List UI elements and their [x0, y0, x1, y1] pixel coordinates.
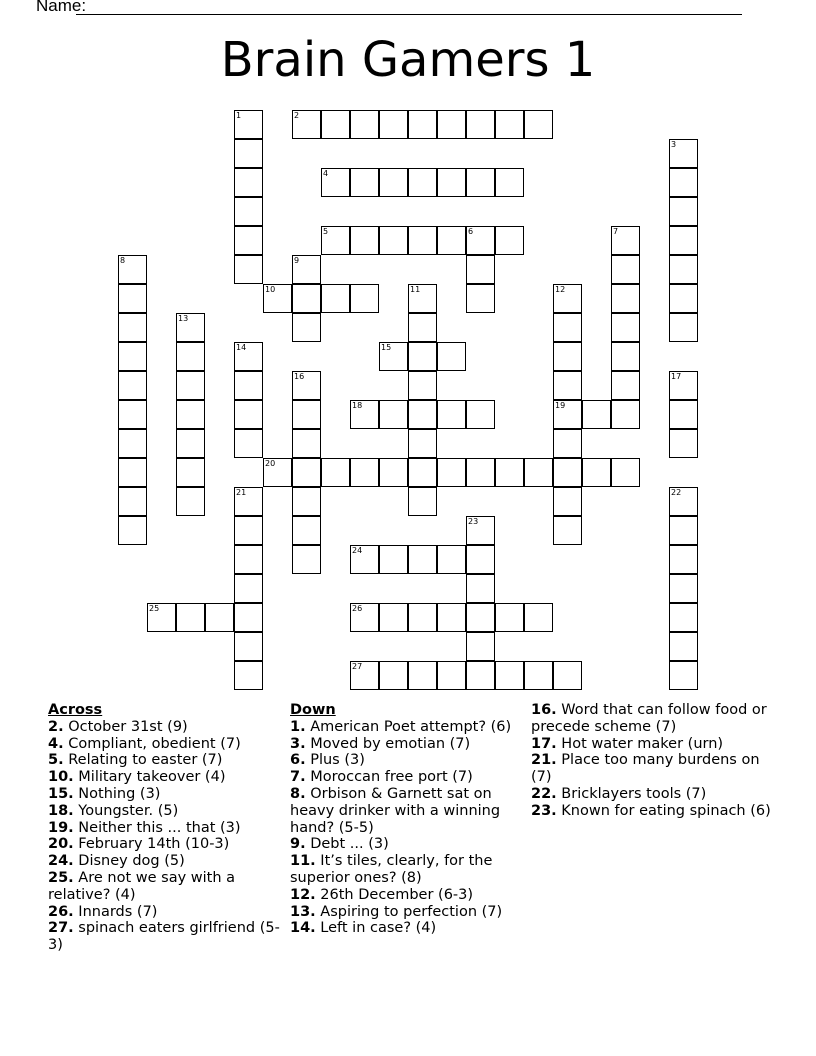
clue-item — [290, 736, 525, 753]
grid-cell[interactable] — [669, 168, 698, 197]
grid-cell[interactable] — [118, 516, 147, 545]
grid-cell[interactable] — [408, 400, 437, 429]
grid-cell[interactable] — [437, 545, 466, 574]
cell-number: 25 — [149, 604, 160, 613]
clue-item — [531, 736, 771, 753]
grid-cell[interactable] — [553, 313, 582, 342]
grid-cell[interactable] — [379, 226, 408, 255]
grid-cell[interactable] — [292, 371, 321, 400]
grid-cell[interactable] — [379, 168, 408, 197]
clue-item — [290, 853, 525, 887]
grid-cell[interactable] — [582, 458, 611, 487]
grid-cell[interactable] — [379, 400, 408, 429]
grid-cell[interactable] — [466, 661, 495, 690]
grid-cell[interactable] — [408, 371, 437, 400]
clue-text: Neither this ... that (3) — [78, 819, 241, 836]
clue-number: 7. — [290, 769, 306, 786]
grid-cell[interactable] — [176, 429, 205, 458]
cell-number: 15 — [381, 343, 392, 352]
clue-item — [290, 836, 525, 853]
clue-item — [48, 769, 283, 786]
grid-cell[interactable] — [669, 487, 698, 516]
grid-cell[interactable] — [669, 197, 698, 226]
clue-text: Orbison & Garnett sat on heavy drinker with a winning hand? (5-5) — [290, 785, 501, 836]
grid-cell[interactable] — [176, 400, 205, 429]
cell-number: 16 — [294, 372, 305, 381]
grid-cell[interactable] — [321, 458, 350, 487]
down-heading: Down — [290, 702, 336, 718]
grid-cell[interactable] — [466, 458, 495, 487]
clue-number: 17. — [531, 735, 557, 752]
grid-cell[interactable] — [292, 313, 321, 342]
clue-text: American Poet attempt? (6) — [310, 718, 512, 735]
clue-number: 5. — [48, 752, 64, 769]
cell-number: 11 — [410, 285, 421, 294]
cell-number: 21 — [236, 488, 247, 497]
clue-text: Aspiring to perfection (7) — [320, 903, 503, 920]
clue-number: 6. — [290, 752, 306, 769]
grid-cell[interactable] — [118, 342, 147, 371]
grid-cell[interactable] — [466, 516, 495, 545]
grid-cell[interactable] — [466, 400, 495, 429]
grid-cell[interactable] — [292, 516, 321, 545]
clue-text: Bricklayers tools (7) — [561, 785, 707, 802]
cell-number: 13 — [178, 314, 189, 323]
grid-cell[interactable] — [553, 458, 582, 487]
grid-cell[interactable] — [379, 458, 408, 487]
clue-item — [290, 920, 525, 937]
clue-number: 8. — [290, 785, 306, 802]
clue-item — [290, 719, 525, 736]
grid-cell[interactable] — [553, 661, 582, 690]
grid-cell[interactable] — [147, 603, 176, 632]
grid-cell[interactable] — [234, 661, 263, 690]
grid-cell[interactable] — [321, 168, 350, 197]
clue-text: Place too many burdens on (7) — [531, 752, 760, 786]
clue-text: Youngster. (5) — [78, 802, 179, 819]
grid-cell[interactable] — [437, 400, 466, 429]
clue-text: It’s tiles, clearly, for the superior ones? (8) — [290, 853, 493, 886]
grid-cell[interactable] — [408, 226, 437, 255]
cell-number: 17 — [671, 372, 682, 381]
grid-cell[interactable] — [408, 168, 437, 197]
clue-text: Moved by emotian (7) — [310, 735, 471, 752]
grid-cell[interactable] — [611, 226, 640, 255]
cell-number: 22 — [671, 488, 682, 497]
grid-cell[interactable] — [408, 110, 437, 139]
grid-cell[interactable] — [466, 574, 495, 603]
clue-number: 3. — [290, 735, 306, 752]
clue-number: 2. — [48, 718, 64, 735]
grid-cell[interactable] — [408, 545, 437, 574]
grid-cell[interactable] — [118, 487, 147, 516]
clue-number: 1. — [290, 718, 306, 735]
cell-number: 10 — [265, 285, 276, 294]
grid-cell[interactable] — [611, 284, 640, 313]
clue-text: October 31st (9) — [68, 718, 188, 735]
grid-cell[interactable] — [437, 110, 466, 139]
grid-cell[interactable] — [669, 516, 698, 545]
clue-item — [48, 904, 283, 921]
grid-cell[interactable] — [553, 429, 582, 458]
down-clues-continued — [531, 702, 771, 820]
clue-number: 25. — [48, 869, 74, 886]
grid-cell[interactable] — [437, 168, 466, 197]
grid-cell[interactable] — [350, 284, 379, 313]
clue-text: Innards (7) — [78, 903, 158, 920]
grid-cell[interactable] — [263, 284, 292, 313]
clue-text: Debt ... (3) — [310, 836, 389, 853]
grid-cell[interactable] — [669, 284, 698, 313]
grid-cell[interactable] — [379, 342, 408, 371]
grid-cell[interactable] — [408, 487, 437, 516]
cell-number: 18 — [352, 401, 363, 410]
clue-text: Moroccan free port (7) — [310, 769, 473, 786]
cell-number: 12 — [555, 285, 566, 294]
grid-cell[interactable] — [669, 371, 698, 400]
grid-cell[interactable] — [234, 574, 263, 603]
clue-text: Disney dog (5) — [78, 853, 185, 870]
grid-cell[interactable] — [524, 110, 553, 139]
grid-cell[interactable] — [408, 342, 437, 371]
grid-cell[interactable] — [553, 342, 582, 371]
grid-cell[interactable] — [234, 371, 263, 400]
clue-text: Are not we say with a relative? (4) — [48, 869, 236, 903]
grid-cell[interactable] — [553, 371, 582, 400]
cell-number: 23 — [468, 517, 479, 526]
clue-number: 4. — [48, 735, 64, 752]
cell-number: 9 — [294, 256, 300, 265]
grid-cell[interactable] — [176, 603, 205, 632]
grid-cell[interactable] — [234, 545, 263, 574]
grid-cell[interactable] — [495, 661, 524, 690]
cell-number: 5 — [323, 227, 329, 236]
clue-item — [290, 752, 525, 769]
grid-cell[interactable] — [669, 255, 698, 284]
grid-cell[interactable] — [669, 603, 698, 632]
cell-number: 3 — [671, 140, 677, 149]
grid-cell[interactable] — [611, 313, 640, 342]
clue-text: Compliant, obedient (7) — [68, 735, 241, 752]
cell-number: 1 — [236, 111, 242, 120]
grid-cell[interactable] — [234, 197, 263, 226]
clue-number: 9. — [290, 836, 306, 853]
grid-cell[interactable] — [408, 603, 437, 632]
grid-cell[interactable] — [118, 458, 147, 487]
grid-cell[interactable] — [408, 661, 437, 690]
grid-cell[interactable] — [118, 313, 147, 342]
grid-cell[interactable] — [553, 400, 582, 429]
grid-cell[interactable] — [234, 603, 263, 632]
grid-cell[interactable] — [234, 632, 263, 661]
grid-cell[interactable] — [553, 487, 582, 516]
cell-number: 20 — [265, 459, 276, 468]
grid-cell[interactable] — [437, 226, 466, 255]
clue-item — [48, 870, 283, 904]
clue-text: Known for eating spinach (6) — [561, 802, 771, 819]
cell-number: 4 — [323, 169, 329, 178]
grid-cell[interactable] — [524, 603, 553, 632]
grid-cell[interactable] — [466, 110, 495, 139]
cell-number: 19 — [555, 401, 566, 410]
grid-cell[interactable] — [205, 603, 234, 632]
grid-cell[interactable] — [524, 458, 553, 487]
grid-cell[interactable] — [495, 168, 524, 197]
clue-number: 19. — [48, 819, 74, 836]
clue-item — [290, 904, 525, 921]
grid-cell[interactable] — [350, 458, 379, 487]
grid-cell[interactable] — [292, 110, 321, 139]
clue-number: 20. — [48, 836, 74, 853]
grid-cell[interactable] — [292, 255, 321, 284]
clue-item — [531, 786, 771, 803]
grid-cell[interactable] — [350, 603, 379, 632]
grid-cell[interactable] — [466, 603, 495, 632]
grid-cell[interactable] — [611, 255, 640, 284]
grid-cell[interactable] — [408, 429, 437, 458]
clue-text: 26th December (6-3) — [320, 886, 474, 903]
clue-item — [48, 853, 283, 870]
grid-cell[interactable] — [350, 545, 379, 574]
grid-cell[interactable] — [321, 110, 350, 139]
clue-number: 22. — [531, 785, 557, 802]
grid-cell[interactable] — [379, 661, 408, 690]
grid-cell[interactable] — [437, 603, 466, 632]
clue-text: spinach eaters girlfriend (5-3) — [48, 920, 280, 954]
grid-cell[interactable] — [669, 661, 698, 690]
grid-cell[interactable] — [408, 313, 437, 342]
grid-cell[interactable] — [669, 226, 698, 255]
grid-cell[interactable] — [466, 255, 495, 284]
grid-cell[interactable] — [350, 168, 379, 197]
clue-number: 10. — [48, 769, 74, 786]
clue-text: Relating to easter (7) — [68, 752, 223, 769]
clue-text: Hot water maker (urn) — [561, 735, 724, 752]
grid-cell[interactable] — [176, 313, 205, 342]
puzzle-title: Brain Gamers 1 — [220, 32, 596, 88]
clue-item — [531, 752, 771, 786]
clue-item — [48, 836, 283, 853]
cell-number: 6 — [468, 227, 474, 236]
grid-cell[interactable] — [234, 168, 263, 197]
grid-cell[interactable] — [611, 400, 640, 429]
grid-cell[interactable] — [611, 371, 640, 400]
grid-cell[interactable] — [292, 545, 321, 574]
cell-number: 24 — [352, 546, 363, 555]
grid-cell[interactable] — [292, 458, 321, 487]
grid-cell[interactable] — [437, 661, 466, 690]
grid-cell[interactable] — [176, 487, 205, 516]
clue-number: 15. — [48, 785, 74, 802]
clue-item — [290, 786, 525, 836]
grid-cell[interactable] — [495, 458, 524, 487]
clue-item — [290, 769, 525, 786]
grid-cell[interactable] — [466, 284, 495, 313]
grid-cell[interactable] — [234, 110, 263, 139]
grid-cell[interactable] — [437, 458, 466, 487]
clue-item — [48, 752, 283, 769]
cell-number: 26 — [352, 604, 363, 613]
grid-cell[interactable] — [553, 516, 582, 545]
clue-item — [48, 719, 283, 736]
clue-number: 18. — [48, 802, 74, 819]
clue-item — [48, 820, 283, 837]
clue-text: February 14th (10-3) — [78, 836, 230, 853]
grid-cell[interactable] — [466, 632, 495, 661]
grid-cell[interactable] — [669, 545, 698, 574]
name-label: Name: — [36, 0, 87, 15]
grid-cell[interactable] — [669, 632, 698, 661]
clue-text: Plus (3) — [310, 752, 365, 769]
down-clues — [290, 702, 525, 937]
grid-cell[interactable] — [350, 661, 379, 690]
clue-number: 23. — [531, 802, 557, 819]
grid-cell[interactable] — [234, 255, 263, 284]
grid-cell[interactable] — [234, 487, 263, 516]
grid-cell[interactable] — [234, 139, 263, 168]
clue-number: 24. — [48, 853, 74, 870]
grid-cell[interactable] — [176, 371, 205, 400]
grid-cell[interactable] — [118, 371, 147, 400]
clue-text: Nothing (3) — [78, 785, 161, 802]
clue-number: 12. — [290, 886, 316, 903]
clue-number: 13. — [290, 903, 316, 920]
grid-cell[interactable] — [466, 226, 495, 255]
grid-cell[interactable] — [118, 255, 147, 284]
clue-item — [48, 920, 283, 954]
grid-cell[interactable] — [408, 458, 437, 487]
across-clues — [48, 702, 283, 954]
grid-cell[interactable] — [669, 574, 698, 603]
grid-cell[interactable] — [176, 458, 205, 487]
grid-cell[interactable] — [292, 429, 321, 458]
grid-cell[interactable] — [350, 400, 379, 429]
grid-cell[interactable] — [234, 429, 263, 458]
grid-cell[interactable] — [611, 458, 640, 487]
cell-number: 14 — [236, 343, 247, 352]
grid-cell[interactable] — [495, 603, 524, 632]
grid-cell[interactable] — [553, 284, 582, 313]
grid-cell[interactable] — [118, 400, 147, 429]
clue-text: Left in case? (4) — [320, 920, 437, 937]
cell-number: 27 — [352, 662, 363, 671]
grid-cell[interactable] — [176, 342, 205, 371]
grid-cell[interactable] — [234, 342, 263, 371]
grid-cell[interactable] — [350, 110, 379, 139]
name-input-line[interactable] — [76, 14, 742, 15]
clue-text: Military takeover (4) — [78, 769, 226, 786]
grid-cell[interactable] — [118, 429, 147, 458]
grid-cell[interactable] — [292, 400, 321, 429]
grid-cell[interactable] — [669, 313, 698, 342]
grid-cell[interactable] — [379, 110, 408, 139]
grid-cell[interactable] — [292, 487, 321, 516]
grid-cell[interactable] — [611, 342, 640, 371]
grid-cell[interactable] — [669, 139, 698, 168]
clue-number: 16. — [531, 702, 557, 718]
grid-cell[interactable] — [466, 545, 495, 574]
grid-cell[interactable] — [495, 110, 524, 139]
across-heading: Across — [48, 702, 103, 718]
grid-cell[interactable] — [234, 400, 263, 429]
clue-number: 26. — [48, 903, 74, 920]
grid-cell[interactable] — [234, 226, 263, 255]
cell-number: 2 — [294, 111, 300, 120]
grid-cell[interactable] — [524, 661, 553, 690]
clue-item — [48, 736, 283, 753]
grid-cell[interactable] — [234, 516, 263, 545]
clue-item — [290, 887, 525, 904]
grid-cell[interactable] — [437, 342, 466, 371]
clue-number: 14. — [290, 920, 316, 937]
clue-text: Word that can follow food or precede scheme (7) — [531, 702, 767, 735]
clue-item — [48, 786, 283, 803]
cell-number: 8 — [120, 256, 126, 265]
clue-item — [531, 803, 771, 820]
grid-cell[interactable] — [379, 545, 408, 574]
grid-cell[interactable] — [582, 400, 611, 429]
grid-cell[interactable] — [118, 284, 147, 313]
grid-cell[interactable] — [495, 226, 524, 255]
grid-cell[interactable] — [379, 603, 408, 632]
grid-cell[interactable] — [263, 458, 292, 487]
grid-cell[interactable] — [292, 284, 321, 313]
grid-cell[interactable] — [466, 168, 495, 197]
grid-cell[interactable] — [350, 226, 379, 255]
clue-number: 11. — [290, 853, 316, 870]
grid-cell[interactable] — [408, 284, 437, 313]
grid-cell[interactable] — [321, 284, 350, 313]
grid-cell[interactable] — [669, 429, 698, 458]
clue-number: 27. — [48, 920, 74, 937]
grid-cell[interactable] — [321, 226, 350, 255]
clue-number: 21. — [531, 752, 557, 769]
clue-item — [531, 702, 771, 736]
grid-cell[interactable] — [669, 400, 698, 429]
clue-item — [48, 803, 283, 820]
cell-number: 7 — [613, 227, 619, 236]
